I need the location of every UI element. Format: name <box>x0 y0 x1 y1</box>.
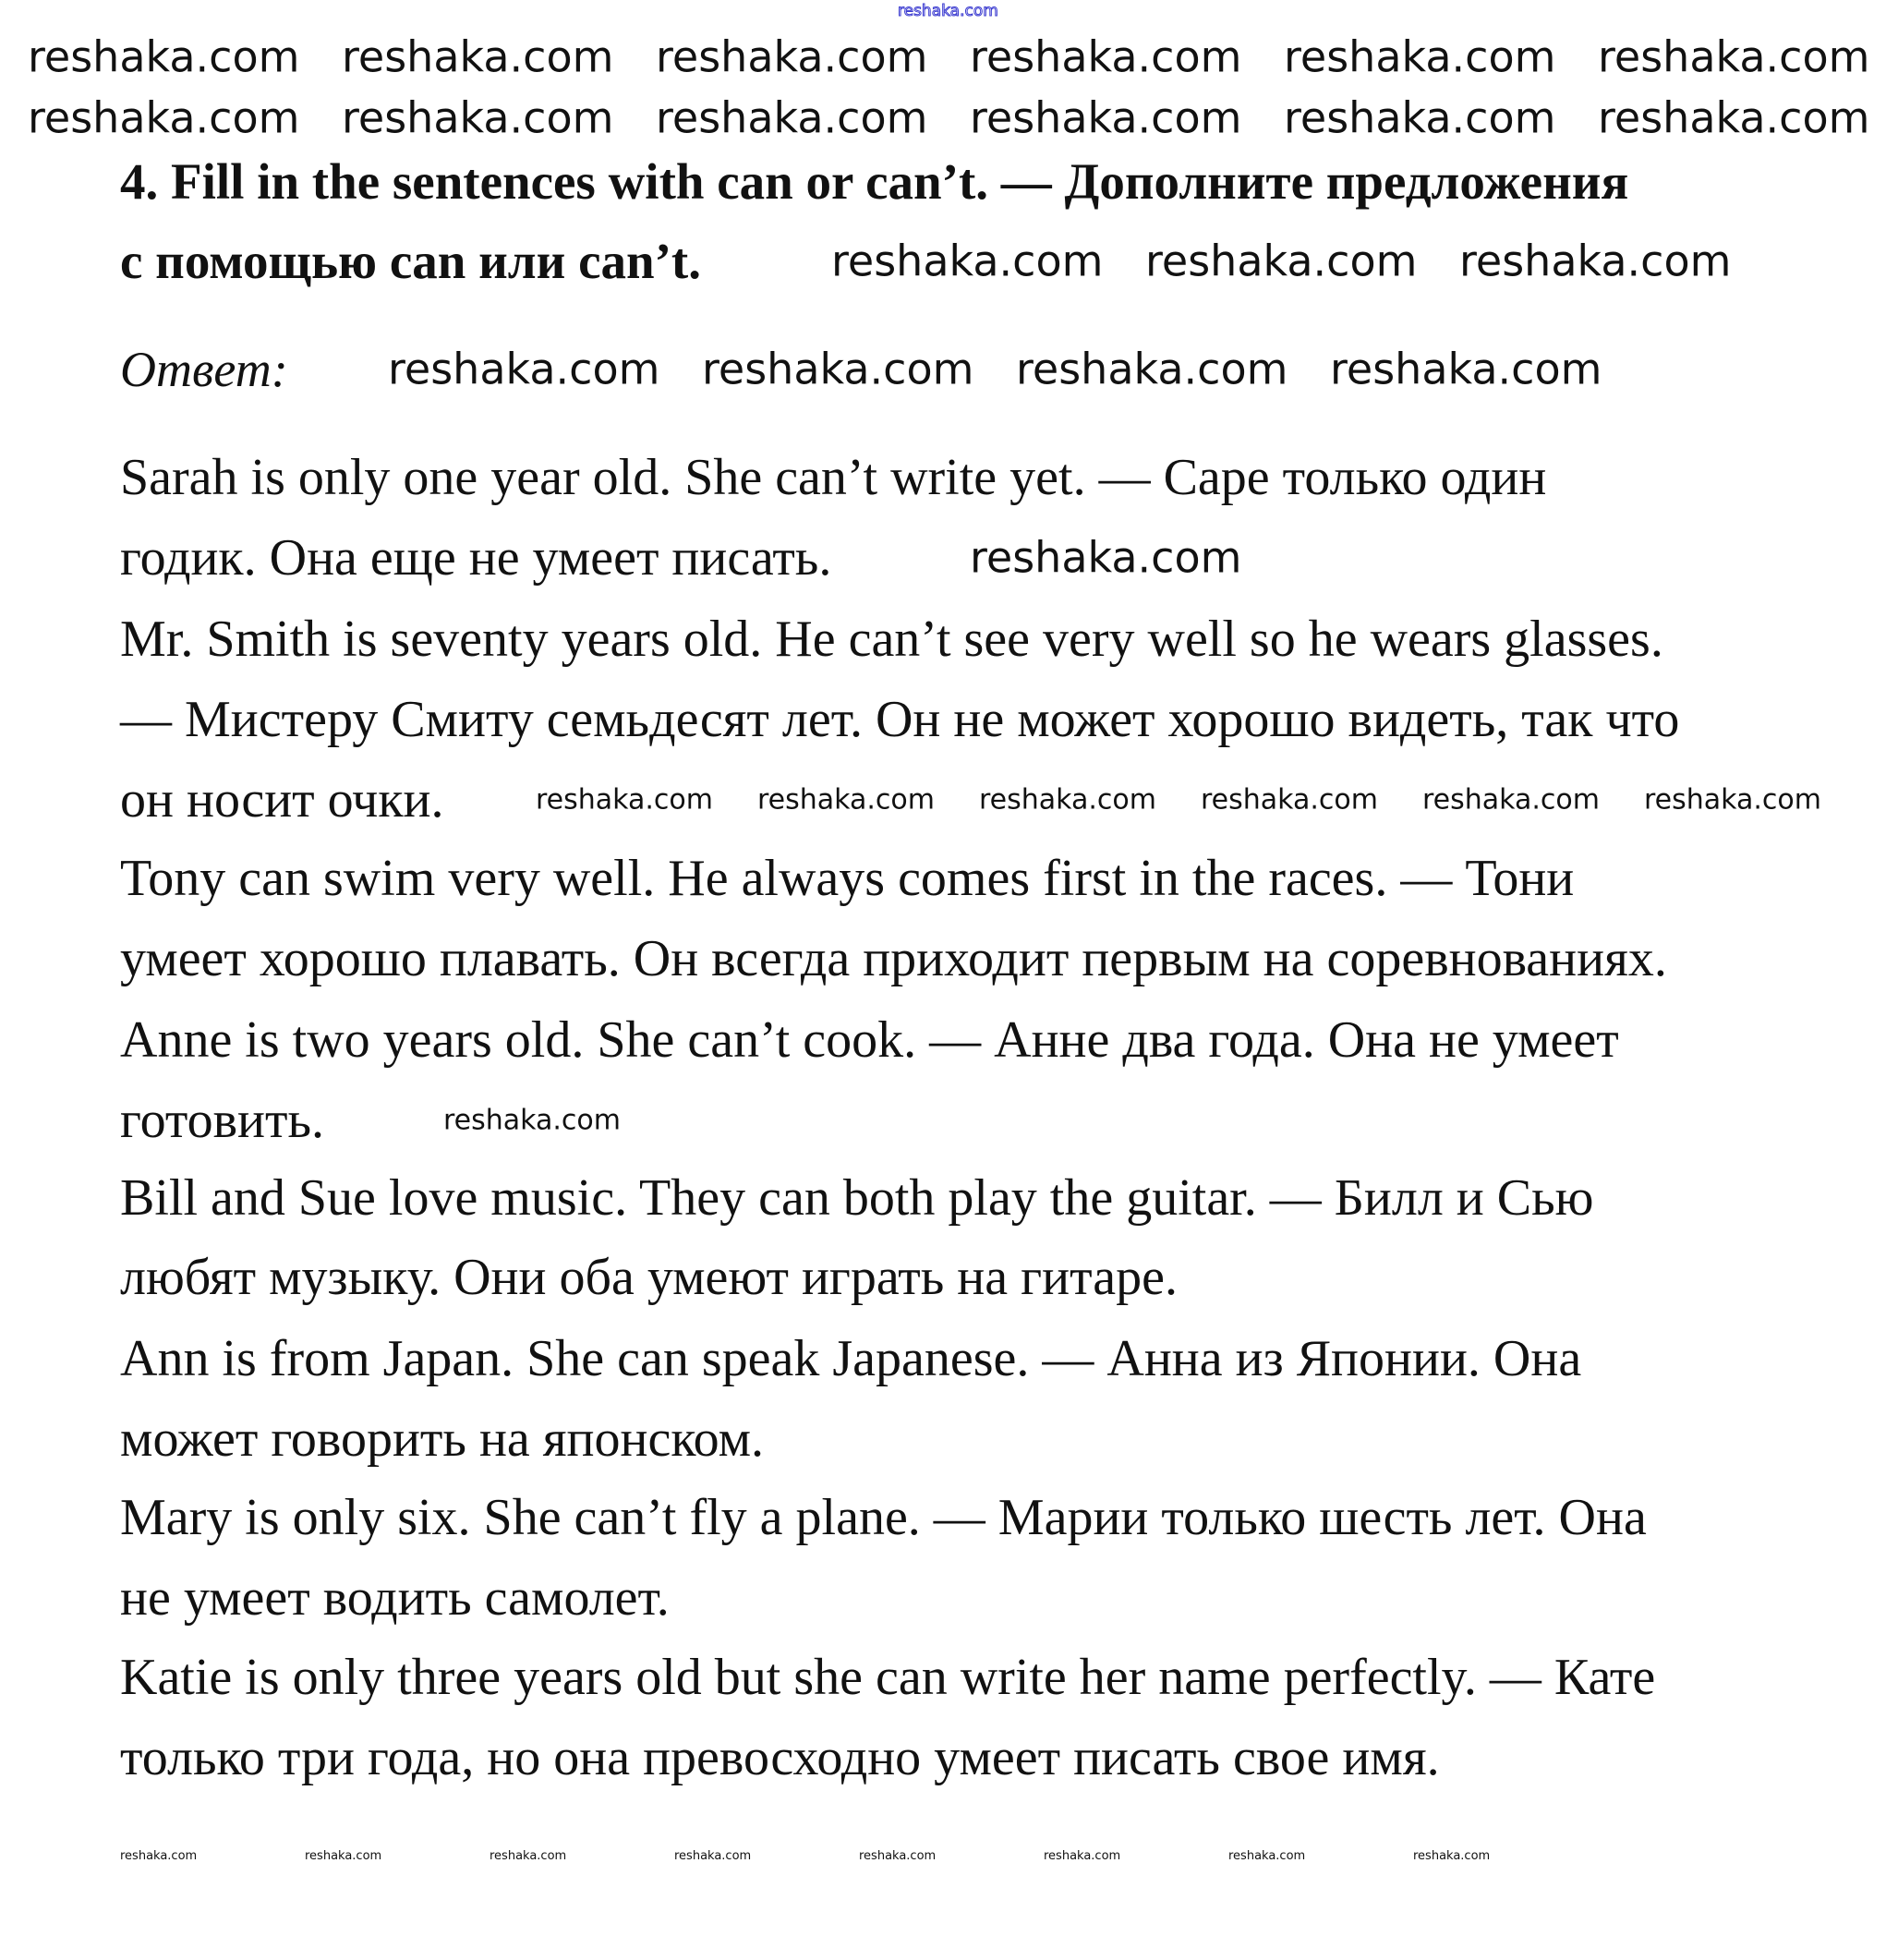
heading-line: 4. Fill in the sentences with can or can’t. — Дополните предложения <box>120 153 1629 211</box>
answer-text-line: готовить. <box>120 1091 324 1149</box>
answer-text-line: он носит очки. <box>120 771 444 829</box>
watermark-text: reshaka.com <box>970 92 1242 143</box>
watermark-text: reshaka.com <box>1413 1848 1491 1863</box>
watermark-text: reshaka.com <box>305 1848 382 1863</box>
site-link[interactable]: reshaka.com <box>898 2 998 20</box>
watermark-text: reshaka.com <box>1228 1848 1306 1863</box>
watermark-text: reshaka.com <box>970 532 1242 583</box>
watermark-text: reshaka.com <box>490 1848 567 1863</box>
answer-text-line: Katie is only three years old but she can write her name perfectly. — Кате <box>120 1648 1656 1706</box>
watermark-text: reshaka.com <box>702 344 974 394</box>
answer-text-line: Mary is only six. She can’t fly a plane. — Марии только шесть лет. Она <box>120 1488 1647 1546</box>
watermark-text: reshaka.com <box>342 92 614 143</box>
watermark-text: reshaka.com <box>859 1848 937 1863</box>
watermark-text: reshaka.com <box>1284 92 1556 143</box>
watermark-text: reshaka.com <box>1145 236 1418 286</box>
answer-text-line: может говорить на японском. <box>120 1410 765 1469</box>
watermark-text: reshaka.com <box>970 31 1242 82</box>
watermark-text: reshaka.com <box>536 783 713 817</box>
answer-text-line: не умеет водить самолет. <box>120 1568 670 1627</box>
watermark-text: reshaka.com <box>1598 92 1870 143</box>
answer-text-line: годик. Она еще не умеет писать. <box>120 529 832 587</box>
watermark-text: reshaka.com <box>656 92 928 143</box>
answer-text-line: только три года, но она превосходно умеет писать свое имя. <box>120 1729 1440 1787</box>
watermark-text: reshaka.com <box>28 31 300 82</box>
answer-text-line: Anne is two years old. She can’t cook. — Анне два года. Она не умеет <box>120 1010 1619 1069</box>
watermark-text: reshaka.com <box>28 92 300 143</box>
watermark-text: reshaka.com <box>831 236 1104 286</box>
watermark-text: reshaka.com <box>342 31 614 82</box>
watermark-text: reshaka.com <box>1422 783 1600 817</box>
answer-text-line: Sarah is only one year old. She can’t write yet. — Саре только один <box>120 449 1547 507</box>
watermark-text: reshaka.com <box>1044 1848 1121 1863</box>
watermark-text: reshaka.com <box>1016 344 1288 394</box>
answer-text-line: Mr. Smith is seventy years old. He can’t see very well so he wears glasses. <box>120 610 1663 668</box>
watermark-text: reshaka.com <box>656 31 928 82</box>
watermark-text: reshaka.com <box>1598 31 1870 82</box>
watermark-text: reshaka.com <box>120 1848 198 1863</box>
watermark-text: reshaka.com <box>979 783 1156 817</box>
watermark-text: reshaka.com <box>443 1104 621 1137</box>
answer-text-line: Tony can swim very well. He always comes first in the races. — Тони <box>120 849 1575 907</box>
watermark-text: reshaka.com <box>388 344 660 394</box>
answer-label: Ответ: <box>120 342 288 398</box>
watermark-text: reshaka.com <box>1201 783 1378 817</box>
watermark-text: reshaka.com <box>1459 236 1732 286</box>
answer-text-line: любят музыку. Они оба умеют играть на гитаре. <box>120 1249 1178 1307</box>
watermark-text: reshaka.com <box>757 783 935 817</box>
watermark-text: reshaka.com <box>1644 783 1821 817</box>
answer-text-line: Ann is from Japan. She can speak Japanese. — Анна из Японии. Она <box>120 1329 1582 1387</box>
answer-text-line: Bill and Sue love music. They can both play the guitar. — Билл и Сью <box>120 1169 1594 1228</box>
heading-line: с помощью can или can’t. <box>120 233 701 290</box>
answer-text-line: умеет хорошо плавать. Он всегда приходит первым на соревнованиях. <box>120 930 1667 988</box>
answer-text-line: — Мистеру Смиту семьдесят лет. Он не может хорошо видеть, так что <box>120 691 1680 749</box>
watermark-text: reshaka.com <box>674 1848 752 1863</box>
watermark-text: reshaka.com <box>1284 31 1556 82</box>
watermark-text: reshaka.com <box>1330 344 1602 394</box>
